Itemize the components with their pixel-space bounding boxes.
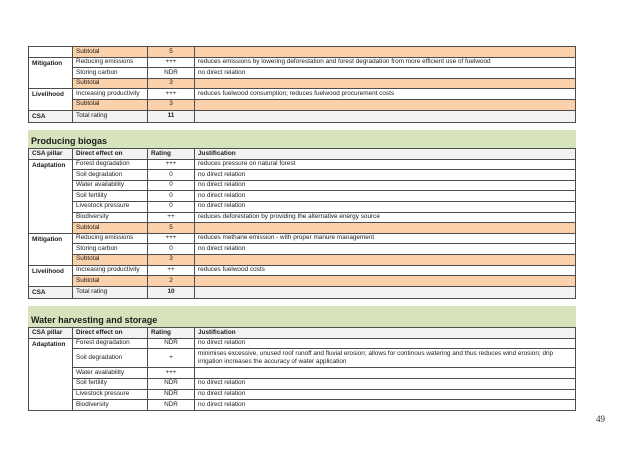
cell-rating: 0 xyxy=(148,191,195,202)
cell-direct-effect: Forest degradation xyxy=(73,159,148,170)
table-row xyxy=(29,78,576,89)
table-row xyxy=(29,276,576,287)
table-row xyxy=(29,57,576,68)
cell-direct-effect: Increasing productivity xyxy=(73,265,148,276)
table-producing-biogas xyxy=(28,148,576,299)
cell-justification xyxy=(195,223,576,234)
cell-rating: 10 xyxy=(148,286,195,298)
column-header: Direct effect on xyxy=(73,149,148,160)
table-row xyxy=(29,99,576,110)
cell-direct-effect: Subtotal xyxy=(73,254,148,265)
table-row xyxy=(29,368,576,379)
column-header: Justification xyxy=(195,328,576,339)
table-row xyxy=(29,47,576,58)
cell-csa-pillar: Mitigation xyxy=(29,57,73,89)
cell-rating: +++ xyxy=(148,89,195,100)
column-header: CSA pillar xyxy=(29,328,73,339)
cell-direct-effect: Subtotal xyxy=(73,223,148,234)
table-row xyxy=(29,89,576,100)
table-row xyxy=(29,223,576,234)
cell-direct-effect: Subtotal xyxy=(73,47,148,58)
cell-csa-pillar xyxy=(29,47,73,58)
table-row xyxy=(29,349,576,368)
table-row xyxy=(29,233,576,244)
cell-rating: ++ xyxy=(148,212,195,223)
cell-direct-effect: Subtotal xyxy=(73,78,148,89)
table-row xyxy=(29,265,576,276)
table-header-row xyxy=(29,149,576,160)
cell-rating: NDR xyxy=(148,338,195,349)
table-row xyxy=(29,110,576,122)
cell-justification: no direct relation xyxy=(195,378,576,389)
table-water-harvesting xyxy=(28,327,576,411)
column-header: Direct effect on xyxy=(73,328,148,339)
cell-direct-effect: Reducing emissions xyxy=(73,233,148,244)
cell-justification: reduces emissions by lowering deforestation and forest degradation from more efficient use of fuelwood xyxy=(195,57,576,68)
table-row xyxy=(29,338,576,349)
column-header: Justification xyxy=(195,149,576,160)
cell-rating: 0 xyxy=(148,180,195,191)
cell-justification xyxy=(195,110,576,122)
cell-rating: 2 xyxy=(148,276,195,287)
cell-direct-effect: Subtotal xyxy=(73,99,148,110)
section-band-producing-biogas xyxy=(28,130,576,148)
cell-justification xyxy=(195,78,576,89)
cell-justification: reduces fuelwood consumption; reduces fuelwood procurement costs xyxy=(195,89,576,100)
table-row xyxy=(29,244,576,255)
cell-direct-effect: Water availability xyxy=(73,180,148,191)
table-row xyxy=(29,389,576,400)
table-row xyxy=(29,159,576,170)
cell-direct-effect: Water availability xyxy=(73,368,148,379)
table-csa-continued xyxy=(28,46,576,123)
cell-direct-effect: Total rating xyxy=(73,286,148,298)
cell-justification xyxy=(195,47,576,58)
cell-csa-pillar: CSA xyxy=(29,110,73,122)
cell-direct-effect: Storing carbon xyxy=(73,244,148,255)
cell-justification xyxy=(195,368,576,379)
table-row xyxy=(29,212,576,223)
cell-rating: NDR xyxy=(148,400,195,411)
cell-justification: reduces fuelwood costs xyxy=(195,265,576,276)
cell-justification: no direct relation xyxy=(195,244,576,255)
section-title: Water harvesting and storage xyxy=(31,315,158,325)
cell-rating: 11 xyxy=(148,110,195,122)
cell-direct-effect: Forest degradation xyxy=(73,338,148,349)
cell-justification: no direct relation xyxy=(195,180,576,191)
cell-direct-effect: Increasing productivity xyxy=(73,89,148,100)
cell-rating: 3 xyxy=(148,99,195,110)
table-row xyxy=(29,201,576,212)
cell-rating: 3 xyxy=(148,254,195,265)
table-row xyxy=(29,378,576,389)
cell-csa-pillar: Livelihood xyxy=(29,89,73,110)
cell-direct-effect: Livestock pressure xyxy=(73,201,148,212)
cell-rating: NDR xyxy=(148,378,195,389)
cell-justification xyxy=(195,99,576,110)
cell-justification: reduces methane emission - with proper manure management xyxy=(195,233,576,244)
table-row xyxy=(29,170,576,181)
section-title: Producing biogas xyxy=(31,136,108,146)
cell-rating: NDR xyxy=(148,68,195,79)
section-band-water-harvesting xyxy=(28,306,576,327)
table-header-row xyxy=(29,328,576,339)
cell-csa-pillar: Mitigation xyxy=(29,233,73,265)
cell-justification: no direct relation xyxy=(195,338,576,349)
table-row xyxy=(29,400,576,411)
cell-justification: no direct relation xyxy=(195,400,576,411)
cell-direct-effect: Biodiversity xyxy=(73,400,148,411)
cell-csa-pillar: Livelihood xyxy=(29,265,73,286)
cell-justification: reduces pressure on natural forest xyxy=(195,159,576,170)
cell-rating: + xyxy=(148,349,195,368)
cell-direct-effect: Biodiversity xyxy=(73,212,148,223)
cell-justification: no direct relation xyxy=(195,191,576,202)
cell-justification: no direct relation xyxy=(195,170,576,181)
table-row xyxy=(29,254,576,265)
cell-rating: 3 xyxy=(148,78,195,89)
cell-justification: minimises excessive, unused roof runoff and fluvial erosion; allows for continous watering and thus reduces wind erosion; drip irrigation increases the accuracy of water application xyxy=(195,349,576,368)
column-header: CSA pillar xyxy=(29,149,73,160)
cell-csa-pillar: Adaptation xyxy=(29,338,73,410)
cell-justification xyxy=(195,276,576,287)
cell-justification: no direct relation xyxy=(195,389,576,400)
column-header: Rating xyxy=(148,328,195,339)
cell-justification: no direct relation xyxy=(195,201,576,212)
cell-rating: 0 xyxy=(148,244,195,255)
table-row xyxy=(29,180,576,191)
cell-direct-effect: Soil degradation xyxy=(73,170,148,181)
cell-direct-effect: Reducing emissions xyxy=(73,57,148,68)
cell-rating: +++ xyxy=(148,57,195,68)
cell-rating: +++ xyxy=(148,368,195,379)
table-row xyxy=(29,191,576,202)
cell-justification xyxy=(195,286,576,298)
cell-justification: no direct relation xyxy=(195,68,576,79)
cell-direct-effect: Total rating xyxy=(73,110,148,122)
cell-rating: ++ xyxy=(148,265,195,276)
cell-rating: 5 xyxy=(148,47,195,58)
cell-direct-effect: Livestock pressure xyxy=(73,389,148,400)
cell-csa-pillar: Adaptation xyxy=(29,159,73,233)
column-header: Rating xyxy=(148,149,195,160)
cell-direct-effect: Storing carbon xyxy=(73,68,148,79)
cell-direct-effect: Soil degradation xyxy=(73,349,148,368)
cell-rating: 0 xyxy=(148,201,195,212)
cell-direct-effect: Subtotal xyxy=(73,276,148,287)
cell-justification: reduces deforestation by providing the alternative energy source xyxy=(195,212,576,223)
cell-rating: 5 xyxy=(148,223,195,234)
cell-justification xyxy=(195,254,576,265)
cell-rating: +++ xyxy=(148,159,195,170)
table-row xyxy=(29,286,576,298)
cell-rating: 0 xyxy=(148,170,195,181)
table-row xyxy=(29,68,576,79)
cell-direct-effect: Soil fertility xyxy=(73,378,148,389)
cell-csa-pillar: CSA xyxy=(29,286,73,298)
page-number: 49 xyxy=(596,414,605,424)
cell-direct-effect: Soil fertility xyxy=(73,191,148,202)
cell-rating: NDR xyxy=(148,389,195,400)
cell-rating: +++ xyxy=(148,233,195,244)
